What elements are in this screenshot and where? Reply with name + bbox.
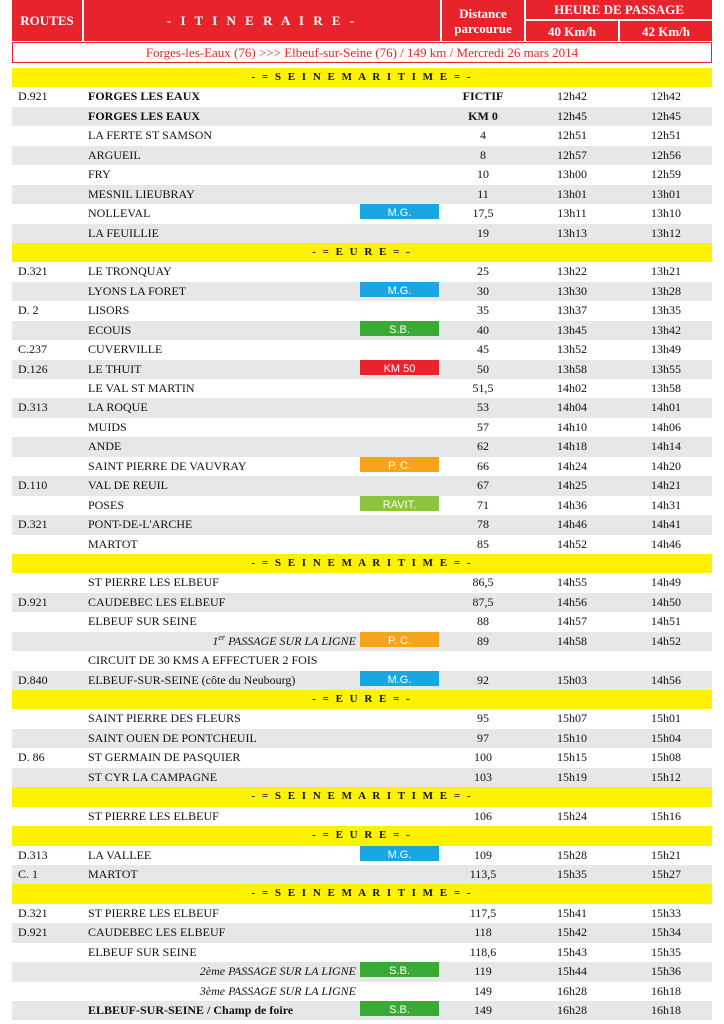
time-40kmh: 13h22	[557, 264, 587, 279]
table-row	[12, 165, 712, 184]
table-row	[12, 418, 712, 437]
header-heure-de-passage: HEURE DE PASSAGE	[526, 0, 712, 19]
place-name: LE TRONQUAY	[88, 264, 172, 279]
distance-cell: 118,6	[469, 944, 497, 959]
time-42kmh: 13h58	[651, 381, 681, 395]
place-name: ST GERMAIN DE PASQUIER	[88, 750, 241, 765]
place-name: SAINT OUEN DE PONTCHEUIL	[88, 730, 257, 745]
time-40kmh: 15h15	[557, 750, 587, 765]
checkpoint-badge: S.B.	[360, 962, 439, 977]
section-header: - = E U R E = -	[12, 243, 712, 262]
time-40kmh: 13h37	[557, 303, 587, 318]
passage-note: 1er PASSAGE SUR LA LIGNE	[212, 632, 356, 648]
time-40kmh: 13h58	[557, 361, 587, 376]
table-row	[12, 573, 712, 592]
time-40kmh: 12h45	[557, 108, 587, 123]
place-name: ST PIERRE LES ELBEUF	[88, 905, 219, 920]
passage-note: 2ème PASSAGE SUR LA LIGNE	[199, 964, 356, 979]
time-42kmh: 14h52	[651, 633, 681, 648]
time-42kmh: 14h41	[651, 517, 681, 532]
route-code: D.921	[18, 89, 48, 104]
table-row	[12, 107, 712, 126]
distance-cell: KM 0	[468, 108, 498, 123]
place-name: ELBEUF-SUR-SEINE / Champ de foire	[88, 1003, 294, 1017]
time-40kmh: 15h42	[557, 925, 587, 940]
header-itineraire: - I T I N E R A I R E -	[84, 0, 440, 41]
table-row	[12, 904, 712, 923]
table-row	[12, 126, 712, 145]
time-42kmh: 13h42	[651, 322, 681, 337]
route-code: D.840	[18, 672, 48, 687]
time-42kmh: 14h46	[651, 536, 681, 551]
time-42kmh: 15h16	[651, 808, 681, 823]
time-40kmh: 15h19	[557, 769, 587, 784]
distance-cell: 92	[477, 672, 489, 687]
time-42kmh: 15h33	[651, 905, 681, 920]
time-40kmh: 15h28	[557, 847, 587, 862]
time-42kmh: 15h04	[651, 730, 681, 745]
time-42kmh: 15h35	[651, 944, 681, 959]
time-40kmh: 14h02	[557, 381, 587, 395]
place-name: FRY	[88, 167, 111, 182]
distance-cell: FICTIF	[462, 89, 504, 104]
time-42kmh: 14h01	[651, 400, 681, 415]
place-name: ARGUEIL	[88, 147, 141, 162]
distance-cell: 30	[477, 283, 489, 298]
time-40kmh: 15h43	[557, 944, 587, 959]
time-42kmh: 13h21	[651, 264, 681, 279]
time-42kmh: 12h56	[651, 147, 681, 162]
place-name: CAUDEBEC LES ELBEUF	[88, 925, 226, 940]
table-row	[12, 962, 712, 981]
header-speed-42: 42 Km/h	[620, 21, 712, 41]
time-42kmh: 13h55	[651, 361, 681, 376]
time-42kmh: 16h18	[651, 1003, 681, 1017]
time-42kmh: 15h36	[651, 964, 681, 979]
table-row	[12, 632, 712, 651]
route-code: D.321	[18, 517, 48, 532]
route-code: D.313	[18, 847, 48, 862]
place-name: MESNIL LIEUBRAY	[88, 186, 195, 201]
table-row	[12, 515, 712, 534]
time-40kmh: 15h03	[557, 672, 587, 687]
place-name: ST CYR LA CAMPAGNE	[88, 769, 218, 784]
distance-cell: 109	[474, 847, 492, 862]
distance-cell: 17,5	[472, 206, 494, 221]
section-header: - = S E I N E M A R I T I M E = -	[12, 787, 712, 806]
distance-cell: 53	[477, 400, 489, 415]
table-row	[12, 379, 712, 398]
time-42kmh: 15h27	[651, 866, 681, 881]
place-name: ELBEUF SUR SEINE	[88, 944, 197, 959]
place-name: MARTOT	[88, 866, 138, 881]
checkpoint-badge: P. C.	[360, 457, 439, 472]
table-row	[12, 943, 712, 962]
distance-cell: 4	[480, 128, 486, 143]
time-40kmh: 15h10	[557, 730, 587, 745]
time-42kmh: 13h12	[651, 225, 681, 240]
time-40kmh: 15h24	[557, 808, 587, 823]
place-name: LE THUIT	[88, 361, 142, 376]
route-code: D.321	[18, 905, 48, 920]
time-40kmh: 14h18	[557, 439, 587, 454]
place-name: ELBEUF SUR SEINE	[88, 614, 197, 629]
itinerary-table	[12, 68, 712, 1020]
time-40kmh: 13h13	[557, 225, 587, 240]
time-42kmh: 13h49	[651, 342, 681, 357]
time-40kmh: 13h45	[557, 322, 587, 337]
time-40kmh: 15h35	[557, 866, 587, 881]
distance-cell: 35	[477, 303, 489, 318]
time-42kmh: 13h10	[651, 206, 681, 221]
place-name: FORGES LES EAUX	[88, 89, 201, 104]
time-40kmh: 15h07	[557, 711, 587, 726]
time-40kmh: 14h04	[557, 400, 587, 415]
place-name: VAL DE REUIL	[88, 478, 168, 493]
route-code: D. 86	[18, 750, 45, 765]
time-40kmh: 12h57	[557, 147, 587, 162]
place-name: LYONS LA FORET	[88, 283, 187, 298]
place-name: LA FERTE ST SAMSON	[88, 128, 213, 143]
time-40kmh: 14h36	[557, 497, 587, 512]
time-42kmh: 14h51	[651, 614, 681, 629]
table-row	[12, 651, 712, 670]
time-40kmh: 14h55	[557, 575, 587, 590]
place-name: ANDE	[88, 439, 122, 454]
place-name: CAUDEBEC LES ELBEUF	[88, 594, 226, 609]
time-40kmh: 16h28	[557, 1003, 587, 1017]
checkpoint-badge: M.G.	[360, 282, 439, 297]
distance-cell: 117,5	[469, 905, 497, 920]
distance-cell: 95	[477, 711, 489, 726]
time-40kmh: 14h52	[557, 536, 587, 551]
time-42kmh: 15h08	[651, 750, 681, 765]
distance-cell: 62	[477, 439, 489, 454]
time-42kmh: 12h59	[651, 167, 681, 182]
checkpoint-badge: M.G.	[360, 846, 439, 861]
distance-cell: 149	[474, 983, 492, 998]
distance-cell: 88	[477, 614, 489, 629]
place-name: LA ROQUE	[88, 400, 148, 415]
distance-cell: 50	[477, 361, 489, 376]
checkpoint-badge: S.B.	[360, 1001, 439, 1016]
time-42kmh: 15h01	[651, 711, 681, 726]
header-speed-40: 40 Km/h	[526, 21, 618, 41]
race-subtitle: Forges-les-Eaux (76) >>> Elbeuf-sur-Seine (76) / 149 km / Mercredi 26 mars 2014	[12, 42, 712, 63]
time-42kmh: 15h21	[651, 847, 681, 862]
place-name: LISORS	[88, 303, 130, 318]
time-42kmh: 14h50	[651, 594, 681, 609]
distance-cell: 149	[474, 1003, 492, 1017]
time-42kmh: 15h34	[651, 925, 681, 940]
time-42kmh: 12h51	[651, 128, 681, 143]
section-header: - = S E I N E M A R I T I M E = -	[12, 68, 712, 87]
route-code: C.237	[18, 342, 48, 357]
table-row	[12, 87, 712, 106]
distance-cell: 119	[474, 964, 492, 979]
section-header: - = E U R E = -	[12, 826, 712, 845]
place-name: LA FEUILLIE	[88, 225, 159, 240]
distance-cell: 89	[477, 633, 489, 648]
table-row	[12, 185, 712, 204]
checkpoint-badge: S.B.	[360, 321, 439, 336]
checkpoint-badge: M.G.	[360, 671, 439, 686]
table-row	[12, 593, 712, 612]
table-row	[12, 612, 712, 631]
table-row	[12, 865, 712, 884]
table-header	[12, 0, 712, 41]
time-42kmh: 14h14	[651, 439, 681, 454]
table-row	[12, 671, 712, 690]
distance-cell: 106	[474, 808, 492, 823]
table-row	[12, 748, 712, 767]
route-code: D.921	[18, 594, 48, 609]
time-40kmh: 14h58	[557, 633, 587, 648]
header-routes: ROUTES	[12, 0, 82, 41]
table-row	[12, 340, 712, 359]
table-row	[12, 768, 712, 787]
time-40kmh: 15h41	[557, 905, 587, 920]
place-name: SAINT PIERRE DE VAUVRAY	[88, 458, 247, 473]
table-row	[12, 807, 712, 826]
table-row	[12, 262, 712, 281]
distance-cell: 25	[477, 264, 489, 279]
distance-cell: 66	[477, 458, 489, 473]
distance-cell: 45	[477, 342, 489, 357]
time-40kmh: 13h52	[557, 342, 587, 357]
route-code: D. 2	[18, 303, 39, 318]
table-row	[12, 437, 712, 456]
distance-cell: 71	[477, 497, 489, 512]
distance-cell: 113,5	[469, 866, 497, 881]
time-40kmh: 14h24	[557, 458, 587, 473]
section-header: - = S E I N E M A R I T I M E = -	[12, 884, 712, 903]
route-code: D.110	[18, 478, 48, 493]
table-row	[12, 360, 712, 379]
time-42kmh: 14h06	[651, 419, 681, 434]
distance-cell: 78	[477, 517, 489, 532]
distance-cell: 40	[477, 322, 489, 337]
route-code: D.921	[18, 925, 48, 940]
time-42kmh: 15h12	[651, 769, 681, 784]
table-row	[12, 146, 712, 165]
place-name: NOLLEVAL	[88, 206, 151, 221]
place-name: LE VAL ST MARTIN	[88, 381, 195, 395]
table-row	[12, 982, 712, 1001]
place-name: PONT-DE-L'ARCHE	[88, 517, 193, 532]
route-code: D.126	[18, 361, 48, 376]
table-row	[12, 282, 712, 301]
place-name: POSES	[88, 497, 125, 512]
time-42kmh: 12h42	[651, 89, 681, 104]
table-row	[12, 204, 712, 223]
distance-cell: 97	[477, 730, 489, 745]
route-code: C. 1	[18, 866, 39, 881]
time-42kmh: 14h31	[651, 497, 681, 512]
distance-cell: 85	[477, 536, 489, 551]
checkpoint-badge: RAVIT.	[360, 496, 439, 511]
table-row	[12, 321, 712, 340]
place-name: ELBEUF-SUR-SEINE (côte du Neubourg)	[88, 672, 296, 687]
table-row	[12, 476, 712, 495]
place-name: MUIDS	[88, 419, 127, 434]
time-40kmh: 13h11	[557, 206, 587, 221]
table-row	[12, 457, 712, 476]
time-40kmh: 14h46	[557, 517, 587, 532]
time-42kmh: 14h49	[651, 575, 681, 590]
table-row	[12, 398, 712, 417]
header-distance: Distance parcourue	[442, 0, 524, 41]
distance-cell: 67	[477, 478, 489, 493]
place-name: LA VALLEE	[88, 847, 152, 862]
place-name: ECOUIS	[88, 322, 132, 337]
checkpoint-badge: M.G.	[360, 204, 439, 219]
time-40kmh: 14h25	[557, 478, 587, 493]
time-42kmh: 12h45	[651, 108, 681, 123]
time-40kmh: 13h01	[557, 186, 587, 201]
distance-cell: 19	[477, 225, 489, 240]
distance-cell: 51,5	[472, 381, 494, 395]
time-40kmh: 14h56	[557, 594, 587, 609]
route-code: D.313	[18, 400, 48, 415]
time-42kmh: 14h20	[651, 458, 681, 473]
time-40kmh: 14h10	[557, 419, 587, 434]
checkpoint-badge: KM 50	[360, 360, 439, 375]
distance-cell: 118	[474, 925, 492, 940]
table-row	[12, 535, 712, 554]
distance-cell: 57	[477, 419, 489, 434]
time-42kmh: 13h35	[651, 303, 681, 318]
place-name: ST PIERRE LES ELBEUF	[88, 808, 219, 823]
place-name: CUVERVILLE	[88, 342, 163, 357]
passage-note: 3ème PASSAGE SUR LA LIGNE	[199, 983, 356, 998]
place-name: ST PIERRE LES ELBEUF	[88, 575, 219, 590]
place-name: SAINT PIERRE DES FLEURS	[88, 711, 241, 726]
time-42kmh: 13h28	[651, 283, 681, 298]
place-name: FORGES LES EAUX	[88, 108, 201, 123]
distance-cell: 86,5	[472, 575, 494, 590]
place-name: CIRCUIT DE 30 KMS A EFFECTUER 2 FOIS	[88, 653, 318, 668]
route-code: D.321	[18, 264, 48, 279]
table-row	[12, 224, 712, 243]
section-header: - = S E I N E M A R I T I M E = -	[12, 554, 712, 573]
table-row	[12, 709, 712, 728]
time-40kmh: 16h28	[557, 983, 587, 998]
place-name: MARTOT	[88, 536, 138, 551]
table-row	[12, 301, 712, 320]
time-40kmh: 12h51	[557, 128, 587, 143]
table-row	[12, 496, 712, 515]
time-42kmh: 16h18	[651, 983, 681, 998]
distance-cell: 8	[480, 147, 486, 162]
table-row	[12, 729, 712, 748]
time-42kmh: 13h01	[651, 186, 681, 201]
table-row	[12, 923, 712, 942]
distance-cell: 103	[474, 769, 492, 784]
table-row	[12, 1001, 712, 1020]
time-42kmh: 14h21	[651, 478, 681, 493]
section-header: - = E U R E = -	[12, 690, 712, 709]
distance-cell: 11	[477, 186, 489, 201]
checkpoint-badge: P. C.	[360, 632, 439, 647]
time-40kmh: 12h42	[557, 89, 587, 104]
distance-cell: 10	[477, 167, 489, 182]
time-40kmh: 13h00	[557, 167, 587, 182]
time-42kmh: 14h56	[651, 672, 681, 687]
time-40kmh: 15h44	[557, 964, 587, 979]
table-row	[12, 846, 712, 865]
distance-cell: 87,5	[472, 594, 494, 609]
time-40kmh: 14h57	[557, 614, 587, 629]
time-40kmh: 13h30	[557, 283, 587, 298]
distance-cell: 100	[474, 750, 492, 765]
